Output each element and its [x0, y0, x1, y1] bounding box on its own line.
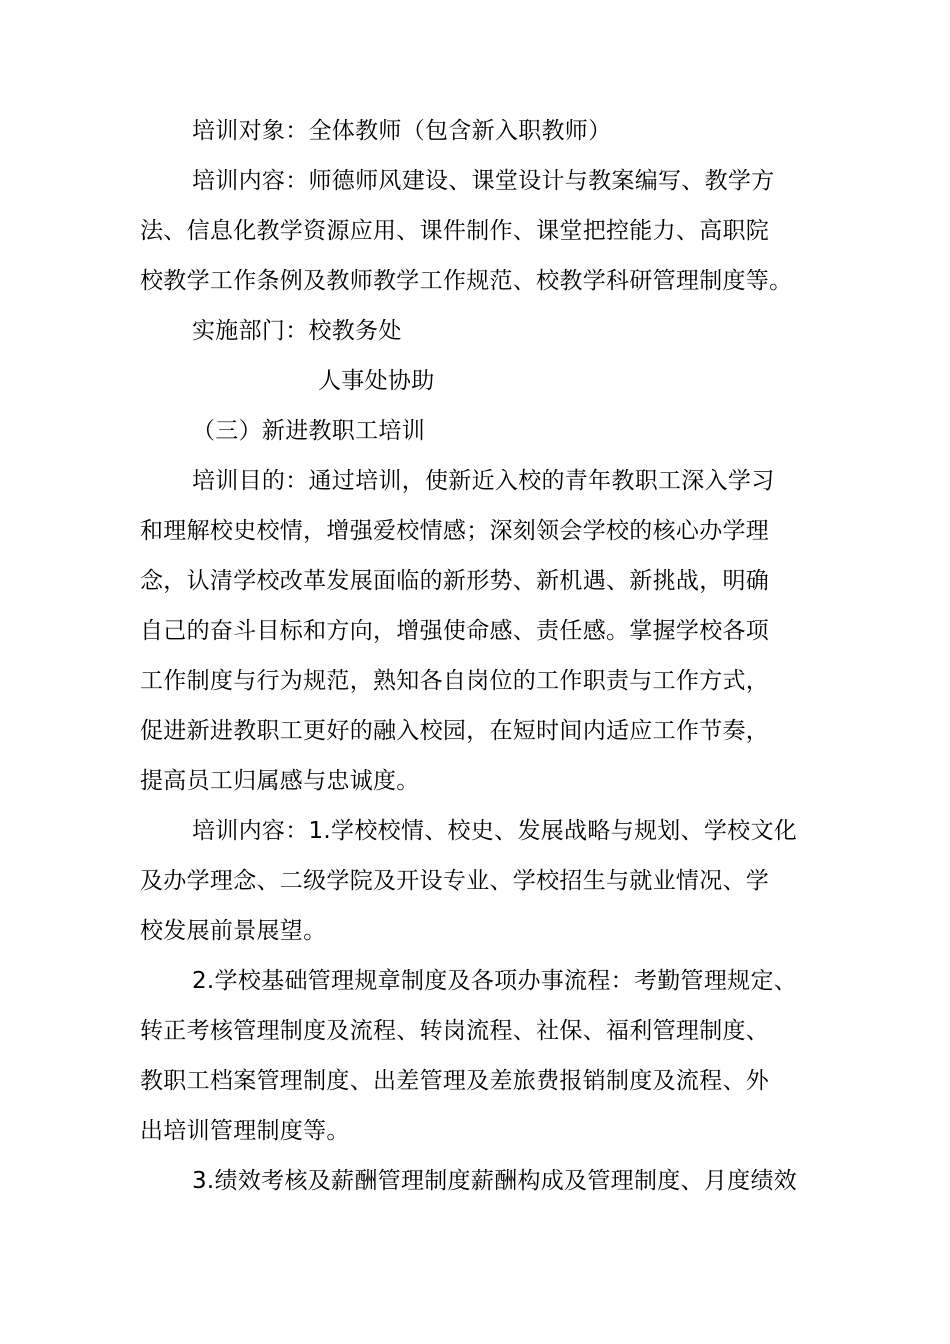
- training-purpose-line-3: 念，认清学校改革发展面临的新形势、新机遇、新挑战，明确: [140, 568, 770, 594]
- item-2-line-3: 教职工档案管理制度、出差管理及差旅费报销制度及流程、外: [140, 1068, 770, 1094]
- training-purpose-line-7: 提高员工归属感与忠诚度。: [140, 768, 420, 794]
- new-staff-content-line-3: 校发展前景展望。: [140, 918, 327, 944]
- item-2-line-1: 2.学校基础管理规章制度及各项办事流程：考勤管理规定、: [192, 968, 798, 994]
- training-content-line-1: 培训内容：师德师风建设、课堂设计与教案编写、教学方: [192, 168, 775, 194]
- new-staff-content-line-2: 及办学理念、二级学院及开设专业、学校招生与就业情况、学: [140, 868, 770, 894]
- training-content-line-2: 法、信息化教学资源应用、课件制作、课堂把控能力、高职院: [140, 218, 770, 244]
- item-3-line-1: 3.绩效考核及薪酬管理制度薪酬构成及管理制度、月度绩效: [192, 1168, 798, 1194]
- item-2-line-4: 出培训管理制度等。: [140, 1118, 350, 1144]
- implementing-dept-line: 实施部门：校教务处: [192, 318, 402, 344]
- training-target-line: 培训对象：全体教师（包含新入职教师）: [192, 118, 612, 144]
- training-purpose-line-1: 培训目的：通过培训，使新近入校的青年教职工深入学习: [192, 468, 775, 494]
- training-purpose-line-6: 促进新进教职工更好的融入校园，在短时间内适应工作节奏，: [140, 718, 770, 744]
- training-purpose-line-5: 工作制度与行为规范，熟知各自岗位的工作职责与工作方式，: [140, 668, 770, 694]
- training-content-line-3: 校教学工作条例及教师教学工作规范、校教学科研管理制度等。: [140, 268, 793, 294]
- training-purpose-line-2: 和理解校史校情，增强爱校情感；深刻领会学校的核心办学理: [140, 518, 770, 544]
- assisting-dept-line: 人事处协助: [318, 368, 435, 394]
- section-heading: （三）新进教职工培训: [192, 418, 425, 444]
- item-2-line-2: 转正考核管理制度及流程、转岗流程、社保、福利管理制度、: [140, 1018, 770, 1044]
- new-staff-content-line-1: 培训内容：1.学校校情、校史、发展战略与规划、学校文化: [192, 818, 798, 844]
- training-purpose-line-4: 自己的奋斗目标和方向，增强使命感、责任感。掌握学校各项: [140, 618, 770, 644]
